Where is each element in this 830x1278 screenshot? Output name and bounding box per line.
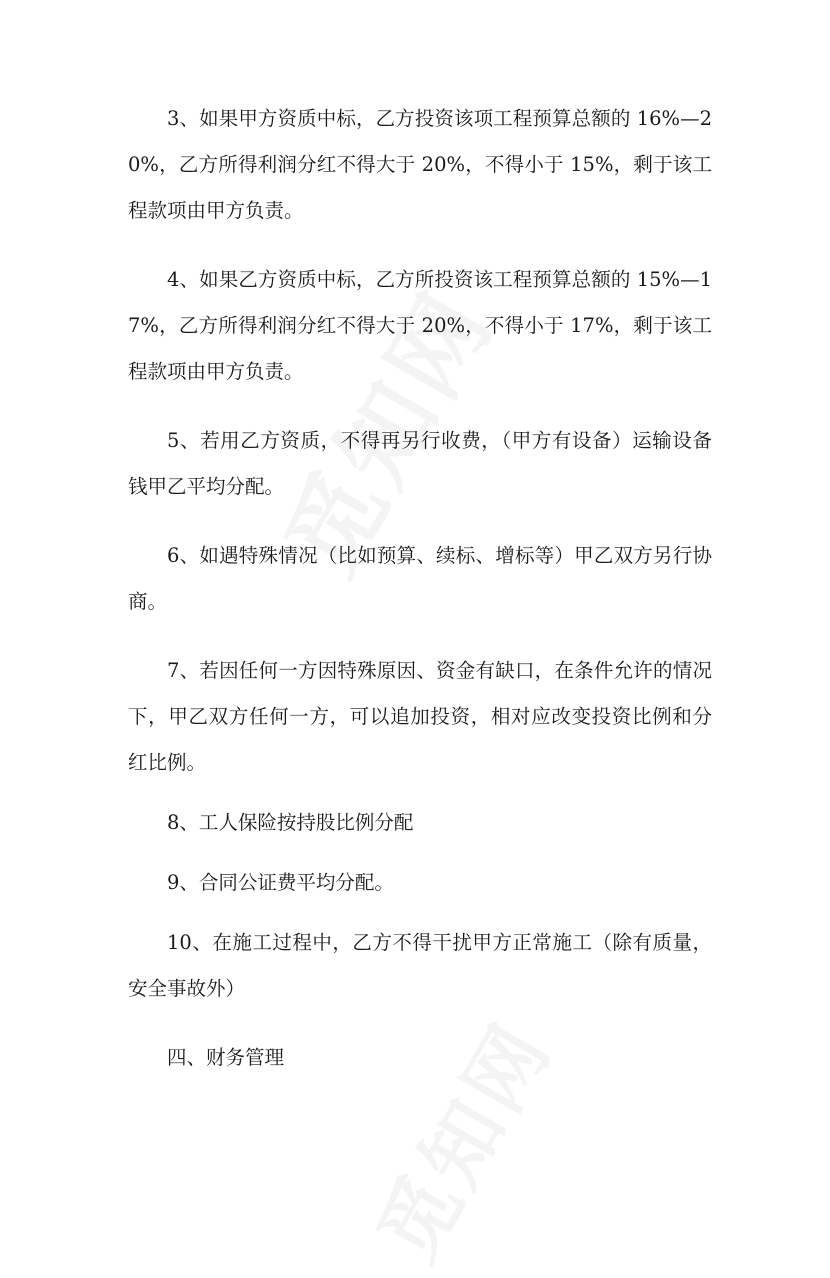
clause-9: 9、合同公证费平均分配。 bbox=[167, 871, 394, 894]
clause-8: 8、工人保险按持股比例分配 bbox=[167, 811, 414, 834]
clause-10: 10、在施工过程中，乙方不得干扰甲方正常施工（除有质量，安全事故外） bbox=[128, 931, 712, 1000]
section-heading-finance: 四、财务管理 bbox=[167, 1046, 285, 1069]
document-body bbox=[128, 96, 712, 1081]
clause-7: 7、若因任何一方因特殊原因、资金有缺口，在条件允许的情况下，甲乙双方任何一方，可以追加投资，相对应改变投资比例和分红比例。 bbox=[128, 659, 712, 774]
clause-5: 5、若用乙方资质，不得再另行收费，（甲方有设备）运输设备钱甲乙平均分配。 bbox=[128, 429, 712, 498]
clause-4: 4、如果乙方资质中标，乙方所投资该工程预算总额的 15%—17%，乙方所得利润分红不得大于 20%，不得小于 17%，剩于该工程款项由甲方负责。 bbox=[128, 268, 712, 383]
clause-3: 3、如果甲方资质中标，乙方投资该项工程预算总额的 16%—20%，乙方所得利润分红不得大于 20%，不得小于 15%，剩于该工程款项由甲方负责。 bbox=[128, 107, 712, 222]
clause-6: 6、如遇特殊情况（比如预算、续标、增标等）甲乙双方另行协商。 bbox=[128, 544, 712, 613]
